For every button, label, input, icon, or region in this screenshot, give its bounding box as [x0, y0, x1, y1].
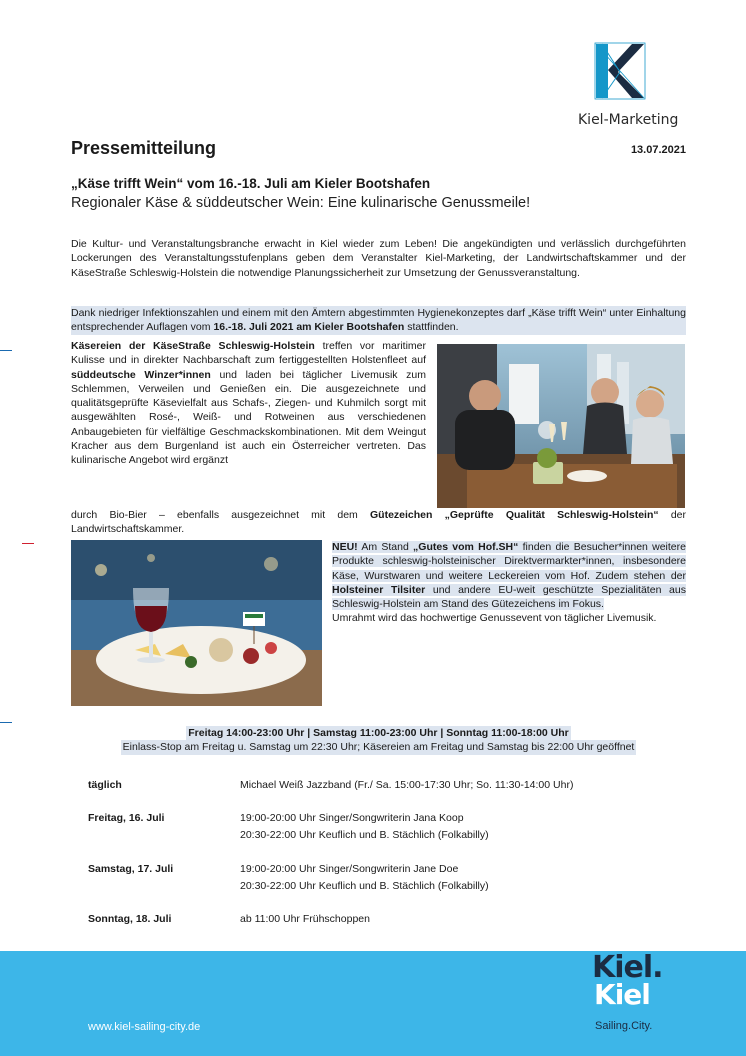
new-stand-paragraph: NEU! Am Stand „Gutes vom Hof.SH“ finden die Besucher*innen weitere Produkte schleswig-holsteinischer Direktvermarkter*innen, insbesondere Käse, Wurstwaren und weitere Leckereien vom Hof. Zudem stehen der Holsteiner Tilsiter und andere EU-weit geschützte Spezialitäten aus Schleswig-Holstein am Stand des Gütezeichens im Fokus. Umrahmt wird das hochwertige Genussevent von täglicher Livemusik.: [332, 541, 686, 625]
kiel-marketing-wordmark: Kiel-Marketing: [578, 112, 679, 128]
kiel-marketing-logo: [578, 42, 688, 130]
cheese-road-paragraph: Käsereien der KäseStraße Schleswig-Holstein treffen vor maritimer Kulisse und in direkter Nachbarschaft zum fertiggestellten Holstenfleet auf süddeutsche Winzer*innen und laden bei täglicher Livemusik zum Schlemmen, Verweilen und Genießen ein. Die ausgezeichnete und qualitätsgeprüfte Käsevielfalt aus Schafs-, Ziegen- und Kuhmilch sorgt mit ausgewählten Rosé-, Weiß- und Rotweinen aus verschiedenen Anbaugebieten für vielfältige Geschmackskombinationen. Mit dem Weingut Kracher aus dem Burgenland ist auch ein Österreicher vertreten. Das kulinarische Angebot wird ergänzt: [71, 340, 427, 467]
page-title: Pressemitteilung: [71, 138, 217, 158]
website-link[interactable]: www.kiel-sailing-city.de: [88, 1021, 201, 1033]
article-subline: Regionaler Käse & süddeutscher Wein: Eine kulinarische Genussmeile!: [71, 195, 531, 211]
release-date: 13.07.2021: [630, 144, 686, 156]
opening-hours-line: Freitag 14:00-23:00 Uhr | Samstag 11:00-23:00 Uhr | Sonntag 11:00-18:00 Uhr: [188, 727, 569, 739]
hygiene-paragraph: Dank niedriger Infektionszahlen und einem mit den Ämtern abgestimmten Hygienekonzeptes darf „Käse trifft Wein“ unter Einhaltung entsprechender Auflagen vom 16.-18. Juli 2021 am Kieler Bootshafen stattfinden.: [71, 307, 686, 334]
kiel-slogan: Sailing.City.: [595, 1020, 653, 1032]
article-headline: „Käse trifft Wein“ vom 16.-18. Juli am Kieler Bootshafen: [71, 176, 431, 191]
kiel-marketing-k-mark-icon: [594, 42, 646, 100]
entry-stop-note: Einlass-Stop am Freitag u. Samstag um 22:30 Uhr; Käsereien am Freitag und Samstag bis 22:00 Uhr geöffnet: [122, 741, 635, 754]
opening-hours: [71, 726, 686, 755]
schedule-day: Samstag, 17. Juli: [88, 863, 174, 875]
schedule-event: ab 11:00 Uhr Frühschoppen: [240, 913, 370, 925]
kiel-sailing-city-logo: [592, 950, 682, 1036]
schedule-day: Freitag, 16. Juli: [88, 812, 165, 824]
punch-mark: [22, 543, 34, 544]
cheese-road-paragraph-end: durch Bio-Bier – ebenfalls ausgezeichnet mit dem Gütezeichen „Geprüfte Qualität Schleswig-Holstein“ der Landwirtschaftskammer.: [71, 509, 687, 536]
schedule-event: 20:30-22:00 Uhr Keuflich und B. Stächlich (Folkabilly): [240, 880, 489, 892]
schedule-event: 19:00-20:00 Uhr Singer/Songwriterin Jane Doe: [240, 863, 459, 875]
intro-paragraph: Die Kultur- und Veranstaltungsbranche erwacht in Kiel wieder zum Leben! Die angekündigten und verlässlich durchgeführten Lockerungen des Veranstaltungsstufenplans geben dem Veranstalter Kiel-Marketing, der Landwirtschaftskammer und der KäseStraße Schleswig-Holstein die notwendige Planungssicherheit zur Umsetzung der Genussveranstaltung.: [71, 238, 686, 279]
schedule-day: täglich: [88, 779, 122, 791]
schedule-event: Michael Weiß Jazzband (Fr./ Sa. 15:00-17:30 Uhr; So. 11:30-14:00 Uhr): [240, 779, 574, 791]
photo-people-toasting: [437, 344, 685, 508]
photo-cheese-plate-wine: [71, 540, 322, 706]
kiel-logo-top: Kiel.: [592, 950, 663, 985]
schedule-event: 20:30-22:00 Uhr Keuflich und B. Stächlich (Folkabilly): [240, 829, 489, 841]
kiel-logo-mirrored: Kiel: [594, 978, 650, 1011]
fold-mark: [0, 722, 12, 723]
fold-mark: [0, 350, 12, 351]
schedule-day: Sonntag, 18. Juli: [88, 913, 172, 925]
schedule-event: 19:00-20:00 Uhr Singer/Songwriterin Jana Koop: [240, 812, 464, 824]
